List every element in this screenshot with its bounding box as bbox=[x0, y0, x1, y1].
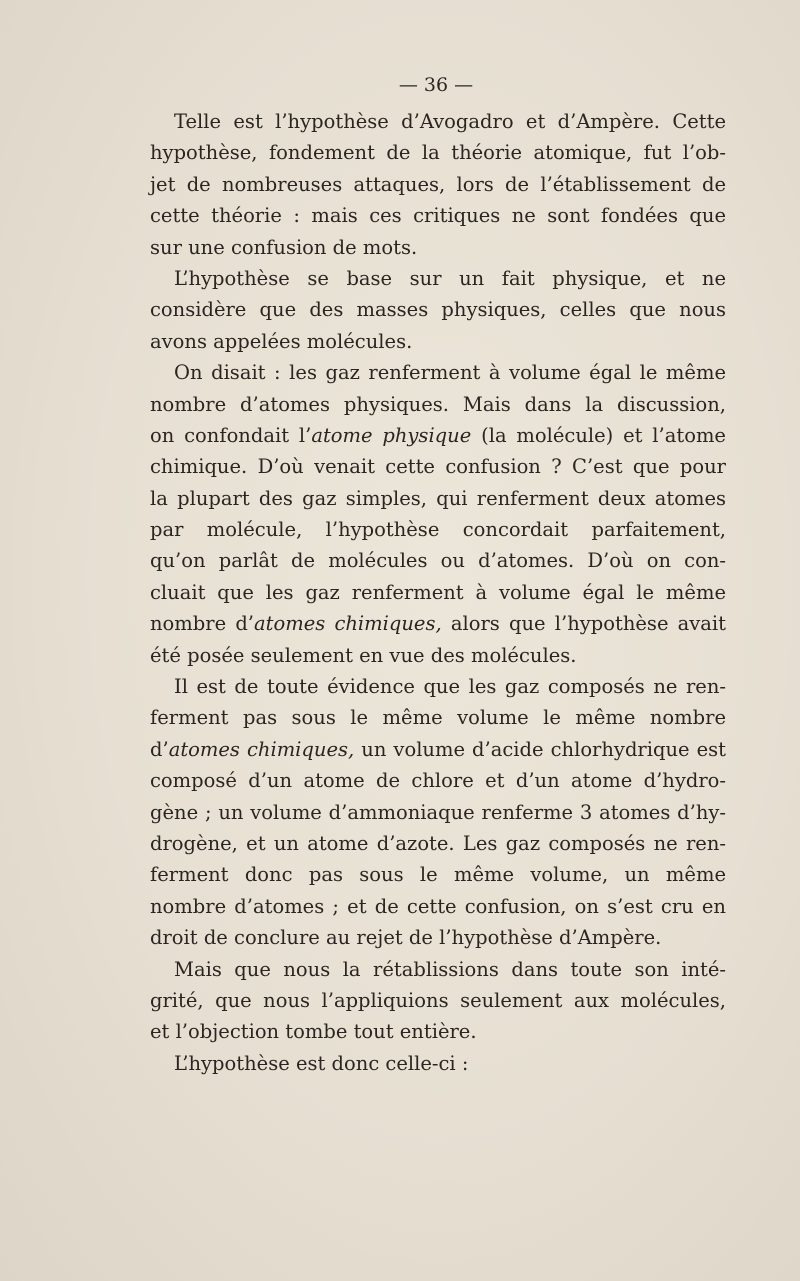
paragraph-4 bbox=[150, 671, 726, 954]
text-line: considère que des masses physiques, celles que nous bbox=[150, 298, 726, 322]
text-line: nombre d’atomes physiques. Mais dans la discussion, bbox=[150, 392, 726, 416]
text-line: chimique. D’où venait cette confusion ? C’est que pour bbox=[150, 455, 726, 479]
text-line: L’hypothèse est donc celle-ci : bbox=[174, 1051, 469, 1075]
text-line: droit de conclure au rejet de l’hypothèse d’Ampère. bbox=[150, 926, 662, 950]
italic-phrase: atome physique bbox=[311, 423, 472, 447]
text-line: on confondait l’atome physique (la molécule) et l’atome bbox=[150, 423, 726, 447]
text-line: par molécule, l’hypothèse concordait parfaitement, bbox=[150, 518, 726, 542]
text-line: On disait : les gaz renferment à volume égal le même bbox=[174, 361, 726, 385]
text-line: qu’on parlât de molécules ou d’atomes. D’où on con- bbox=[150, 549, 726, 573]
text-line: grité, que nous l’appliquions seulement aux molécules, bbox=[150, 988, 726, 1012]
text-line: hypothèse, fondement de la théorie atomique, fut l’ob- bbox=[150, 141, 726, 165]
text-line: ferment donc pas sous le même volume, un même bbox=[150, 863, 726, 887]
paragraph-1 bbox=[150, 106, 726, 263]
text-line: Mais que nous la rétablissions dans toute son inté- bbox=[174, 957, 726, 981]
text-line: nombre d’atomes ; et de cette confusion, on s’est cru en bbox=[150, 894, 726, 918]
text-line: et l’objection tombe tout entière. bbox=[150, 1020, 477, 1044]
body-text bbox=[150, 106, 726, 1079]
italic-phrase: atomes chimiques, bbox=[254, 612, 442, 636]
page-number: — 36 — bbox=[398, 74, 474, 96]
text-line: sur une confusion de mots. bbox=[150, 235, 418, 259]
text-line: été posée seulement en vue des molécules. bbox=[150, 643, 577, 667]
text-line: d’atomes chimiques, un volume d’acide chlorhydrique est bbox=[150, 737, 727, 761]
text-line: nombre d’atomes chimiques, alors que l’hypothèse avait bbox=[150, 612, 727, 636]
paragraph-2 bbox=[150, 263, 726, 357]
text-line: drogène, et un atome d’azote. Les gaz composés ne ren- bbox=[150, 831, 726, 855]
text-line: gène ; un volume d’ammoniaque renferme 3 atomes d’hy- bbox=[150, 800, 726, 824]
text-line: Il est de toute évidence que les gaz composés ne ren- bbox=[174, 675, 726, 699]
text-line: Telle est l’hypothèse d’Avogadro et d’Ampère. Cette bbox=[174, 110, 726, 133]
text-line: cette théorie : mais ces critiques ne sont fondées que bbox=[150, 204, 726, 228]
paragraph-6 bbox=[150, 1048, 726, 1079]
paragraph-5 bbox=[150, 954, 726, 1048]
paragraph-3 bbox=[150, 357, 726, 671]
text-line: L’hypothèse se base sur un fait physique, et ne bbox=[174, 266, 726, 290]
text-line: la plupart des gaz simples, qui renferment deux atomes bbox=[150, 486, 726, 510]
text-line: jet de nombreuses attaques, lors de l’établissement de bbox=[150, 172, 726, 196]
italic-phrase: atomes chimiques, bbox=[168, 737, 355, 761]
text-line: avons appelées molécules. bbox=[150, 329, 413, 353]
text-line: composé d’un atome de chlore et d’un atome d’hydro- bbox=[150, 769, 726, 793]
text-line: cluait que les gaz renferment à volume égal le même bbox=[150, 580, 726, 604]
text-line: ferment pas sous le même volume le même nombre bbox=[150, 706, 726, 730]
